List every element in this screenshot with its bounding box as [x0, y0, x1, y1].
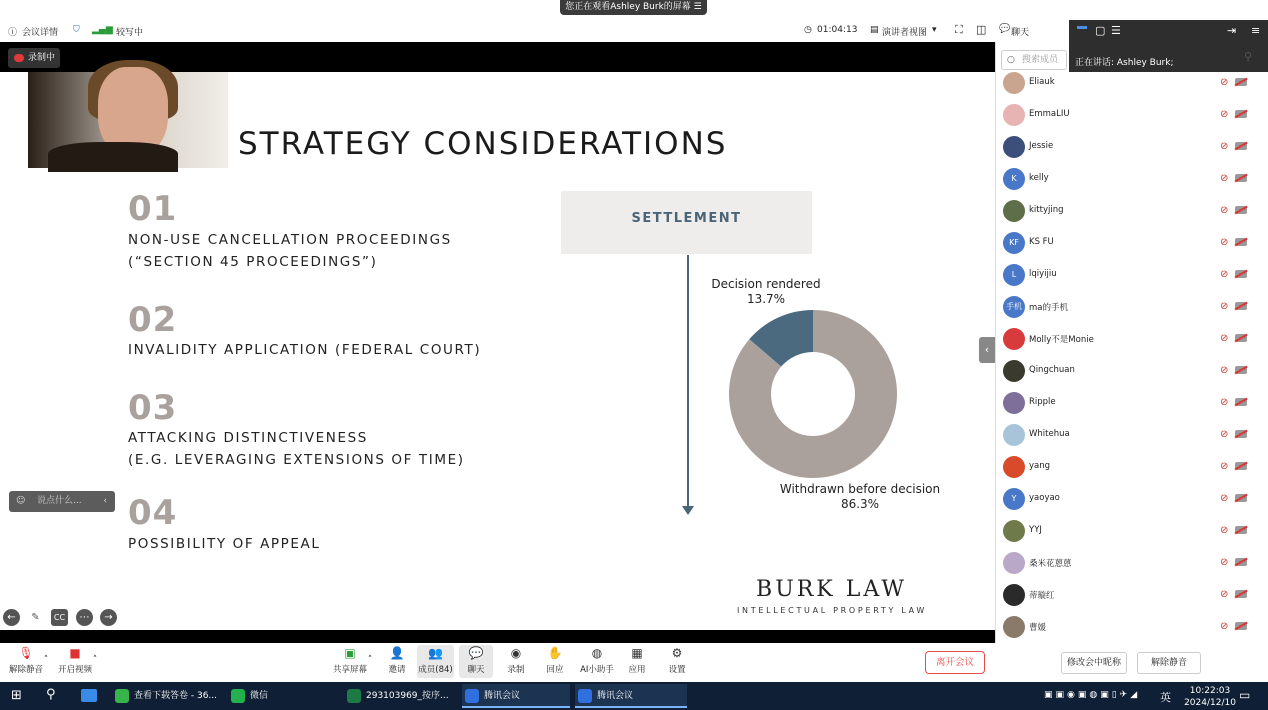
arrow-down-icon: [682, 506, 694, 515]
search-icon[interactable]: ⚲: [1244, 50, 1253, 63]
mic-muted-icon[interactable]: ⊘: [1220, 621, 1229, 632]
avatar: 手机: [1003, 296, 1025, 318]
member-row[interactable]: [995, 132, 1255, 164]
member-row[interactable]: [995, 516, 1255, 548]
invite-button[interactable]: [377, 647, 417, 675]
avatar: [1003, 424, 1025, 446]
apps-label: 应用: [628, 665, 646, 675]
taskbar-app-label: 腾讯会议: [484, 691, 521, 701]
record-icon: ◉: [510, 646, 522, 660]
info-icon[interactable]: ⓘ: [8, 28, 18, 38]
share-screen-button[interactable]: [330, 647, 370, 675]
camera-off-icon[interactable]: [1235, 110, 1247, 118]
donut-slice: [720, 302, 910, 482]
avatar: KF: [1003, 232, 1025, 254]
chevron-down-icon[interactable]: ▾: [932, 25, 937, 35]
avatar: L: [1003, 264, 1025, 286]
apps-icon: ▦: [631, 646, 643, 660]
share-label: 共享屏幕: [332, 665, 367, 675]
member-name: YYJ: [1029, 525, 1042, 535]
app-icon: [115, 689, 129, 703]
pen-icon[interactable]: ✎: [31, 612, 40, 623]
avatar: [1003, 200, 1025, 222]
emoji-icon[interactable]: ☺: [16, 496, 26, 506]
camera-off-icon[interactable]: [1235, 302, 1247, 310]
settings-button[interactable]: [657, 647, 697, 675]
member-row[interactable]: [995, 612, 1255, 644]
mic-muted-icon[interactable]: ⊘: [1220, 589, 1229, 600]
avatar: [1003, 136, 1025, 158]
slide-title: STRATEGY CONSIDERATIONS: [238, 126, 728, 162]
shared-slide: [0, 72, 995, 630]
mic-muted-icon[interactable]: ⊘: [1220, 109, 1229, 120]
unmute-label: 解除静音: [8, 665, 43, 675]
member-name: Jessie: [1029, 141, 1054, 151]
taskbar-app-label: 293103969_按序...: [366, 691, 449, 701]
member-row[interactable]: [995, 356, 1255, 388]
mic-muted-icon[interactable]: ⊘: [1220, 205, 1229, 216]
item-number: 02: [128, 300, 178, 340]
collapse-panel-button[interactable]: ‹: [979, 337, 995, 363]
member-name: 曹媛: [1029, 623, 1047, 633]
member-row[interactable]: [995, 548, 1255, 580]
avatar: [1003, 360, 1025, 382]
camera-off-icon[interactable]: [1235, 78, 1247, 86]
member-name: ma的手机: [1029, 303, 1068, 313]
member-name: kelly: [1029, 173, 1049, 183]
record-label: 录制: [507, 665, 525, 675]
item-line: (E.G. LEVERAGING EXTENSIONS OF TIME): [128, 452, 465, 468]
brand-logo: BURK LAW: [756, 577, 907, 602]
item-line: (“SECTION 45 PROCEEDINGS”): [128, 254, 378, 270]
camera-off-icon[interactable]: [1235, 462, 1247, 470]
record-icon: [14, 54, 24, 62]
mic-muted-icon[interactable]: ⊘: [1220, 397, 1229, 408]
settlement-label: SETTLEMENT: [631, 211, 742, 226]
taskbar-app[interactable]: [228, 684, 338, 708]
camera-off-icon[interactable]: [1235, 174, 1247, 182]
slice-value: 13.7%: [746, 292, 786, 306]
slice-label: Withdrawn before decision: [779, 482, 941, 496]
list-icon[interactable]: ☰: [1111, 24, 1121, 37]
gear-icon: ⚙: [671, 646, 683, 660]
chat-label: 聊天: [467, 665, 485, 675]
camera-off-icon[interactable]: [1235, 334, 1247, 342]
member-name: EmmaLIU: [1029, 109, 1070, 119]
fullscreen-icon[interactable]: ⛶: [955, 23, 963, 36]
speaker-shirt: [48, 142, 178, 172]
taskbar-app-label: 腾讯会议: [597, 691, 634, 701]
taskbar-app-label: 查看下载答卷 - 36...: [134, 691, 218, 701]
brand-tagline: INTELLECTUAL PROPERTY LAW: [737, 606, 927, 615]
record-button[interactable]: [496, 647, 536, 675]
camera-off-icon[interactable]: [1235, 366, 1247, 374]
unmute-all-button[interactable]: 解除静音: [1137, 652, 1201, 674]
mic-muted-icon[interactable]: ⊘: [1220, 493, 1229, 504]
settings-label: 设置: [668, 665, 686, 675]
slice-label: Decision rendered: [711, 277, 821, 291]
mic-muted-icon[interactable]: ⊘: [1220, 557, 1229, 568]
mic-muted-icon[interactable]: ⊘: [1220, 301, 1229, 312]
member-row[interactable]: [995, 324, 1255, 356]
camera-off-icon[interactable]: [1235, 558, 1247, 566]
avatar: [1003, 584, 1025, 606]
mic-muted-icon[interactable]: ⊘: [1220, 429, 1229, 440]
mic-muted-icon[interactable]: ⊘: [1220, 269, 1229, 280]
camera-off-icon[interactable]: [1235, 526, 1247, 534]
forward-icon[interactable]: →: [100, 609, 117, 626]
menu-icon[interactable]: ≡: [1251, 24, 1261, 37]
reaction-icon: ✋: [547, 646, 563, 660]
view-mode-dropdown[interactable]: 演讲者视图: [882, 28, 928, 38]
start-video-button[interactable]: [55, 647, 95, 675]
view-mode-icon[interactable]: ▤: [870, 25, 879, 35]
rename-button[interactable]: 修改会中昵称: [1061, 652, 1127, 674]
speaking-indicator: 正在讲话: Ashley Burk;: [1075, 58, 1174, 68]
mic-muted-icon[interactable]: ⊘: [1220, 173, 1229, 184]
leave-meeting-button[interactable]: 离开会议: [925, 651, 985, 674]
member-search-input[interactable]: [1001, 50, 1067, 70]
minimize-icon[interactable]: [1077, 26, 1087, 29]
camera-off-icon[interactable]: [1235, 430, 1247, 438]
member-row[interactable]: [995, 68, 1255, 100]
panel-footer: [995, 643, 1268, 682]
avatar: [1003, 552, 1025, 574]
meeting-timer: 01:04:13: [817, 25, 858, 35]
members-label: 成员(84): [418, 665, 453, 675]
layout-icon[interactable]: ◫: [976, 23, 987, 36]
donut-chart: [720, 302, 910, 482]
avatar: [1003, 456, 1025, 478]
member-name: Molly不是Monie: [1029, 335, 1094, 345]
avatar: Y: [1003, 488, 1025, 510]
clock-icon: ◷: [804, 25, 812, 35]
camera-off-icon[interactable]: [1235, 142, 1247, 150]
mic-muted-icon: 🎙: [18, 646, 34, 660]
member-row[interactable]: [995, 228, 1255, 260]
search-icon: ○: [1007, 55, 1015, 65]
camera-off-icon[interactable]: [1235, 238, 1247, 246]
viewing-banner-text: 您正在观看Ashley Burk的屏幕: [565, 2, 691, 12]
mic-muted-icon[interactable]: ⊘: [1220, 77, 1229, 88]
window-icon[interactable]: ▢: [1095, 24, 1106, 37]
taskbar-app[interactable]: [112, 684, 220, 708]
member-name: lqiyijiu: [1029, 269, 1057, 279]
item-line: INVALIDITY APPLICATION (FEDERAL COURT): [128, 342, 482, 358]
member-name: yang: [1029, 461, 1051, 471]
chat-input-placeholder: 说点什么...: [37, 496, 82, 506]
unmute-button[interactable]: [6, 647, 46, 675]
member-row[interactable]: [995, 164, 1255, 196]
slice-value: 86.3%: [840, 497, 880, 511]
item-line: ATTACKING DISTINCTIVENESS: [128, 430, 368, 446]
mic-muted-icon[interactable]: ⊘: [1220, 237, 1229, 248]
app-icon: [231, 689, 245, 703]
member-row[interactable]: [995, 388, 1255, 420]
apps-button[interactable]: [617, 647, 657, 675]
ime-indicator[interactable]: 英: [1160, 691, 1171, 704]
chevron-up-icon[interactable]: ˄: [92, 655, 98, 665]
invite-label: 邀请: [388, 665, 406, 675]
mic-muted-icon[interactable]: ⊘: [1220, 333, 1229, 344]
taskbar-app-label: 微信: [250, 691, 269, 701]
mic-muted-icon[interactable]: ⊘: [1220, 461, 1229, 472]
windows-taskbar: [0, 682, 1268, 710]
member-name: kittyjing: [1029, 205, 1064, 215]
reactions-label: 回应: [546, 665, 564, 675]
meeting-topbar: [0, 0, 995, 42]
member-name: 蒂璇红: [1029, 591, 1055, 601]
windows-start-icon[interactable]: ⊞: [11, 688, 22, 703]
camera-off-icon[interactable]: [1235, 398, 1247, 406]
camera-off-icon[interactable]: [1235, 622, 1247, 630]
ai-label: AI小助手: [580, 665, 614, 675]
reactions-button[interactable]: [535, 647, 575, 675]
share-icon: ▣: [344, 646, 356, 660]
item-number: 04: [128, 493, 178, 533]
meeting-toolbar: [0, 643, 995, 682]
member-name: Whitehua: [1029, 429, 1070, 439]
member-row[interactable]: [995, 260, 1255, 292]
member-row[interactable]: [995, 420, 1255, 452]
chat-button[interactable]: [459, 645, 493, 678]
item-line: POSSIBILITY OF APPEAL: [128, 536, 321, 552]
system-clock[interactable]: [1180, 685, 1240, 709]
members-icon: 👥: [428, 646, 443, 660]
screen-share-bottom-border: [0, 630, 995, 643]
timeline-line: [687, 255, 689, 510]
chevron-left-icon[interactable]: ‹: [103, 496, 107, 506]
member-name: KS FU: [1029, 237, 1054, 247]
member-row[interactable]: [995, 580, 1255, 612]
member-name: Qingchuan: [1029, 365, 1075, 375]
invite-icon: 👤: [389, 646, 405, 660]
avatar: K: [1003, 168, 1025, 190]
member-row[interactable]: [995, 100, 1255, 132]
avatar: [1003, 72, 1025, 94]
ai-assistant-button[interactable]: [577, 647, 617, 675]
camera-off-icon[interactable]: [1235, 590, 1247, 598]
mic-muted-icon[interactable]: ⊘: [1220, 365, 1229, 376]
notification-icon[interactable]: ▭: [1239, 688, 1251, 702]
app-icon: [347, 689, 361, 703]
member-row[interactable]: [995, 484, 1255, 516]
search-placeholder: 搜索成员: [1022, 55, 1059, 65]
speaker-overlay: [1069, 20, 1268, 72]
members-button[interactable]: [417, 645, 454, 678]
taskbar-app[interactable]: [462, 684, 570, 708]
expand-icon[interactable]: ⇥: [1227, 24, 1237, 37]
camera-off-icon: ■: [69, 646, 81, 660]
shield-icon[interactable]: ⛉: [73, 25, 80, 35]
member-name: Eliauk: [1029, 77, 1055, 87]
chevron-up-icon[interactable]: ˄: [367, 655, 373, 665]
file-explorer-icon[interactable]: [81, 689, 97, 702]
member-row[interactable]: [995, 196, 1255, 228]
video-label: 开启视频: [57, 665, 92, 675]
chevron-up-icon[interactable]: ˄: [43, 655, 49, 665]
item-number: 01: [128, 189, 178, 229]
avatar: [1003, 616, 1025, 638]
avatar: [1003, 328, 1025, 350]
app-icon: [578, 689, 592, 703]
member-name: 桑米花蒽蒽: [1029, 559, 1072, 569]
camera-off-icon[interactable]: [1235, 270, 1247, 278]
back-icon[interactable]: ←: [3, 609, 20, 626]
tray-icons[interactable]: ▣▣◉▣◍▣▯✈◢: [1044, 690, 1141, 700]
network-status: 较写中: [116, 28, 144, 38]
camera-off-icon[interactable]: [1235, 206, 1247, 214]
search-icon[interactable]: ⚲: [46, 687, 56, 702]
ai-icon: ◍: [591, 646, 603, 660]
avatar: [1003, 392, 1025, 414]
chat-icon: 💬: [468, 646, 484, 660]
member-name: Ripple: [1029, 397, 1056, 407]
clock-date: 2024/12/10: [1184, 698, 1236, 708]
item-number: 03: [128, 388, 178, 428]
more-icon[interactable]: ⋯: [76, 609, 93, 626]
member-name: yaoyao: [1029, 493, 1060, 503]
signal-icon[interactable]: ▂▄▆: [92, 25, 113, 35]
app-icon: [465, 689, 479, 703]
viewing-banner[interactable]: 您正在观看Ashley Burk的屏幕 ☰: [560, 0, 707, 15]
chat-tab[interactable]: 聊天: [1011, 28, 1030, 38]
clock-time: 10:22:03: [1189, 686, 1231, 696]
meeting-info-link[interactable]: 会议详情: [22, 28, 59, 38]
mic-muted-icon[interactable]: ⊘: [1220, 525, 1229, 536]
avatar: [1003, 104, 1025, 126]
mic-muted-icon[interactable]: ⊘: [1220, 141, 1229, 152]
caption-icon[interactable]: CC: [51, 609, 68, 626]
avatar: [1003, 520, 1025, 542]
speaker-video[interactable]: [28, 72, 228, 168]
camera-off-icon[interactable]: [1235, 494, 1247, 502]
annotation-tools: [3, 609, 118, 629]
member-row[interactable]: [995, 292, 1255, 324]
chat-quick-input[interactable]: [9, 491, 115, 512]
member-row[interactable]: [995, 452, 1255, 484]
recording-label: 录制中: [28, 53, 56, 63]
taskbar-app[interactable]: [575, 684, 687, 708]
recording-badge[interactable]: [8, 48, 60, 68]
chat-tab-icon[interactable]: 💬: [999, 24, 1011, 34]
taskbar-app[interactable]: [344, 684, 452, 708]
item-line: NON-USE CANCELLATION PROCEEDINGS: [128, 232, 452, 248]
